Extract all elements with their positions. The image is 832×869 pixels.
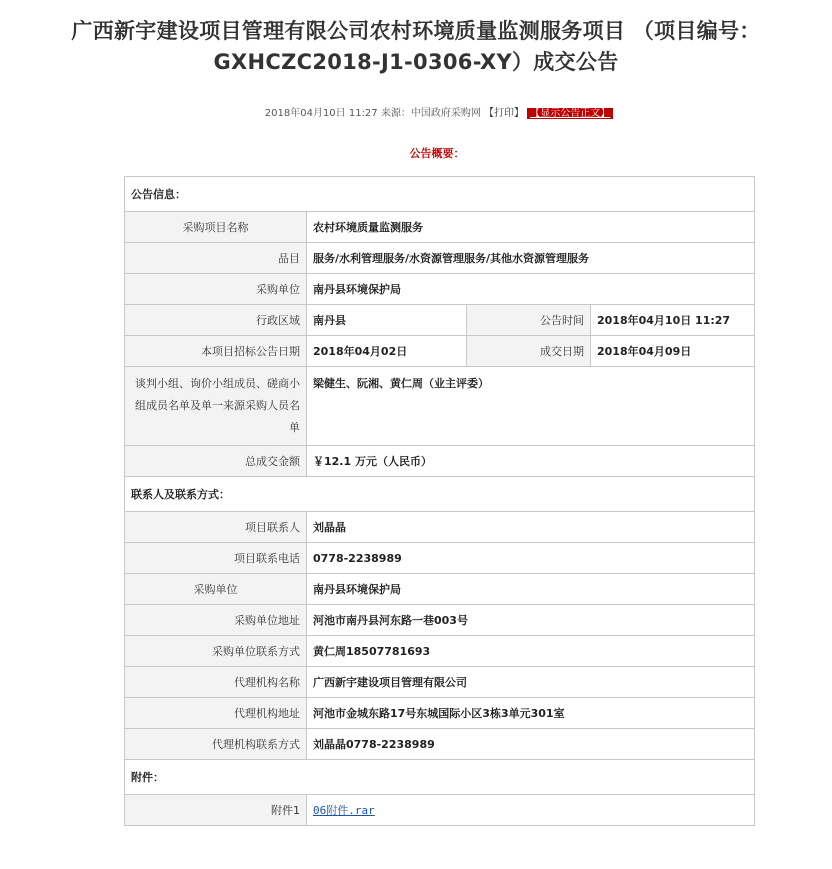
attachment-cell bbox=[307, 795, 755, 826]
deal-date-value: 2018年04月09日 bbox=[591, 336, 755, 367]
bid-date-value: 2018年04月02日 bbox=[307, 336, 467, 367]
announce-time-value: 2018年04月10日 11:27 bbox=[591, 305, 755, 336]
announcement-meta bbox=[0, 104, 832, 119]
purchaser-contact-value: 黄仁周18507781693 bbox=[307, 636, 755, 667]
announce-time-label: 公告时间 bbox=[467, 305, 591, 336]
purchaser-address-value: 河池市南丹县河东路一巷003号 bbox=[307, 605, 755, 636]
publish-date: 2018年04月10日 11:27 bbox=[264, 108, 378, 119]
agency-contact-label: 代理机构联系方式 bbox=[125, 729, 307, 760]
purchaser-value: 南丹县环境保护局 bbox=[307, 274, 755, 305]
contact-purchaser-label: 采购单位 bbox=[125, 574, 307, 605]
announcement-table bbox=[124, 176, 755, 826]
region-label: 行政区域 bbox=[125, 305, 307, 336]
page-title-line-1: 广西新宇建设项目管理有限公司农村环境质量监测服务项目 （项目编号： bbox=[71, 19, 761, 43]
deal-date-label: 成交日期 bbox=[467, 336, 591, 367]
section-attachments: 附件： bbox=[125, 760, 755, 795]
project-contact-value: 刘晶晶 bbox=[307, 512, 755, 543]
panel-label: 谈判小组、询价小组成员、磋商小组成员名单及单一来源采购人员名单 bbox=[125, 367, 307, 446]
print-link[interactable]: 【打印】 bbox=[484, 108, 525, 119]
section-contacts: 联系人及联系方式： bbox=[125, 477, 755, 512]
item-value: 服务/水利管理服务/水资源管理服务/其他水资源管理服务 bbox=[307, 243, 755, 274]
bid-date-label: 本项目招标公告日期 bbox=[125, 336, 307, 367]
section-announcement-info: 公告信息： bbox=[125, 177, 755, 212]
source-text: 来源：中国政府采购网 bbox=[380, 108, 481, 119]
purchaser-contact-label: 采购单位联系方式 bbox=[125, 636, 307, 667]
agency-name-label: 代理机构名称 bbox=[125, 667, 307, 698]
region-value: 南丹县 bbox=[307, 305, 467, 336]
amount-value: ￥12.1 万元（人民币） bbox=[307, 446, 755, 477]
project-phone-label: 项目联系电话 bbox=[125, 543, 307, 574]
agency-name-value: 广西新宇建设项目管理有限公司 bbox=[307, 667, 755, 698]
project-name-label: 采购项目名称 bbox=[125, 212, 307, 243]
item-label: 品目 bbox=[125, 243, 307, 274]
project-phone-value: 0778-2238989 bbox=[307, 543, 755, 574]
page-title bbox=[0, 16, 832, 78]
contact-purchaser-value: 南丹县环境保护局 bbox=[307, 574, 755, 605]
agency-address-value: 河池市金城东路17号东城国际小区3栋3单元301室 bbox=[307, 698, 755, 729]
summary-heading: 公告概要： bbox=[409, 147, 465, 160]
purchaser-label: 采购单位 bbox=[125, 274, 307, 305]
agency-address-label: 代理机构地址 bbox=[125, 698, 307, 729]
purchaser-address-label: 采购单位地址 bbox=[125, 605, 307, 636]
attachment-file-link[interactable]: 06附件.rar bbox=[313, 804, 375, 817]
project-contact-label: 项目联系人 bbox=[125, 512, 307, 543]
show-full-text-button[interactable]: 【显示公告正文】 bbox=[527, 108, 613, 119]
panel-value: 梁健生、阮湘、黄仁周（业主评委） bbox=[307, 367, 755, 446]
amount-label: 总成交金额 bbox=[125, 446, 307, 477]
page-title-line-2: GXHCZC2018-J1-0306-XY）成交公告 bbox=[213, 50, 619, 74]
attachment-label: 附件1 bbox=[125, 795, 307, 826]
agency-contact-value: 刘晶晶0778-2238989 bbox=[307, 729, 755, 760]
project-name-value: 农村环境质量监测服务 bbox=[307, 212, 755, 243]
